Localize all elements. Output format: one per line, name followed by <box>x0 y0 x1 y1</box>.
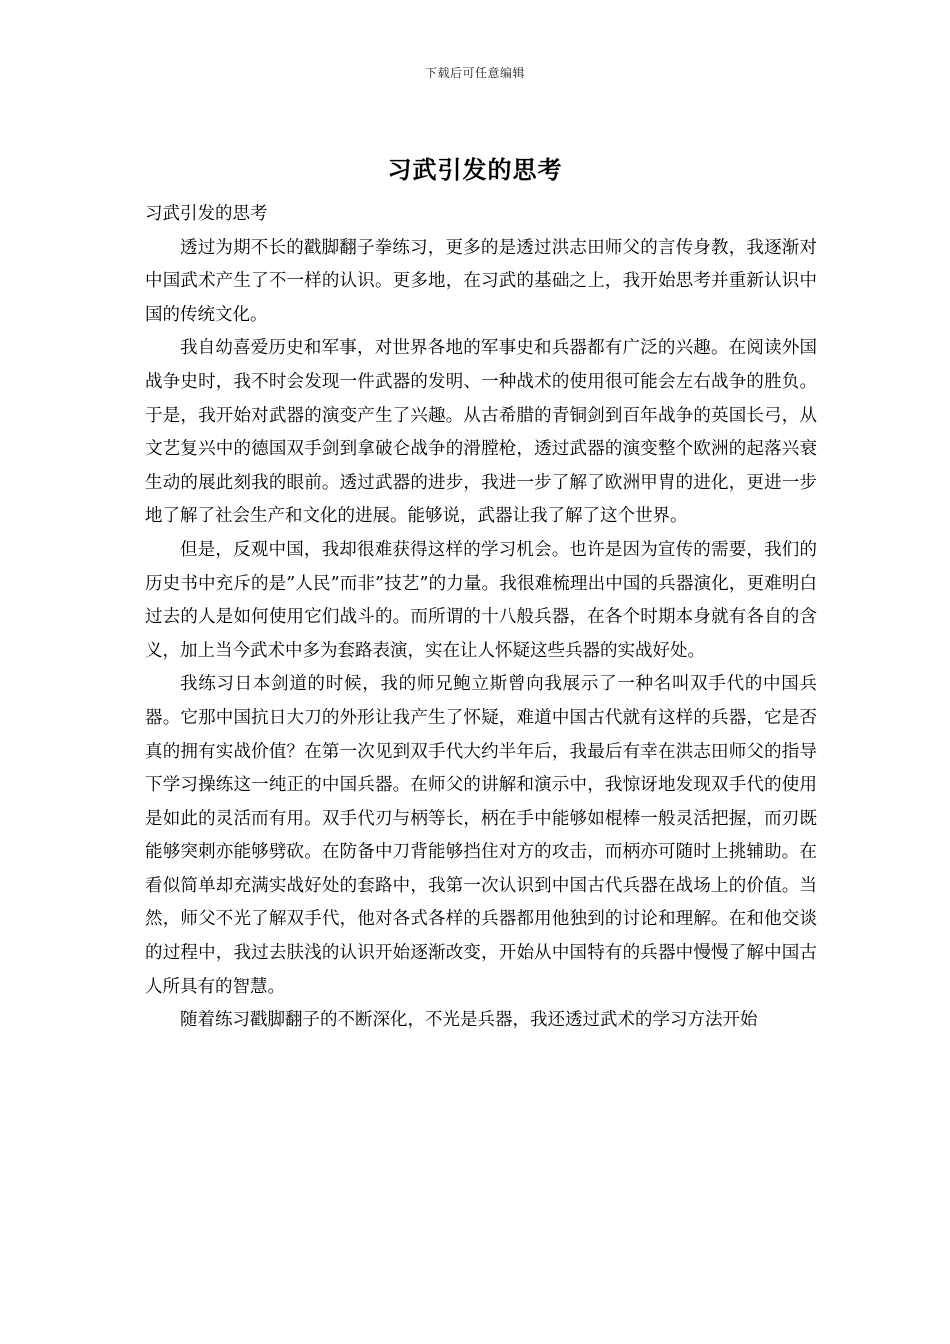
paragraph: 我自幼喜爱历史和军事，对世界各地的军事史和兵器都有广泛的兴趣。在阅读外国战争史时，我不时会发现一件武器的发明、一种战术的使用很可能会左右战争的胜负。于是，我开始对武器的演变产生了兴趣。从古希腊的青铜剑到百年战争的英国长弓，从文艺复兴中的德国双手剑到拿破仑战争的滑膛枪，透过武器的演变整个欧洲的起落兴衰生动的展此刻我的眼前。透过武器的进步，我进一步了解了欧洲甲胄的进化，更进一步地了解了社会生产和文化的进展。能够说，武器让我了解了这个世界。 <box>145 338 817 527</box>
paragraph: 我练习日本剑道的时候，我的师兄鲍立斯曾向我展示了一种名叫双手代的中国兵器。它那中国抗日大刀的外形让我产生了怀疑，难道中国古代就有这样的兵器，它是否真的拥有实战价值？在第一次见到双手代大约半年后，我最后有幸在洪志田师父的指导下学习操练这一纯正的中国兵器。在师父的讲解和演示中，我惊讶地发现双手代的使用是如此的灵活而有用。双手代刃与柄等长，柄在手中能够如棍棒一般灵活把握，而刃既能够突刺亦能够劈砍。在防备中刀背能够挡住对方的攻击，而柄亦可随时上挑辅助。在看似简单却充满实战好处的套路中，我第一次认识到中国古代兵器在战场上的价值。当然，师父不光了解双手代，他对各式各样的兵器都用他独到的讨论和理解。在和他交谈的过程中，我过去肤浅的认识开始逐渐改变，开始从中国特有的兵器中慢慢了解中国古人所具有的智慧。 <box>145 674 817 997</box>
document-title: 习武引发的思考 <box>387 155 563 184</box>
document-body <box>145 198 817 1038</box>
document-subtitle: 习武引发的思考 <box>145 204 268 224</box>
header-note: 下载后可任意编辑 <box>424 66 525 80</box>
paragraph: 随着练习戳脚翻子的不断深化，不光是兵器，我还透过武术的学习方法开始 <box>180 1010 758 1031</box>
paragraph: 但是，反观中国，我却很难获得这样的学习机会。也许是因为宣传的需要，我们的历史书中充斥的是”人民”而非”技艺”的力量。我很难梳理出中国的兵器演化，更难明白过去的人是如何使用它们战斗的。而所谓的十八般兵器，在各个时期本身就有各自的含义，加上当今武术中多为套路表演，实在让人怀疑这些兵器的实战好处。 <box>145 539 817 661</box>
paragraph: 透过为期不长的戳脚翻子拳练习，更多的是透过洪志田师父的言传身教，我逐渐对中国武术产生了不一样的认识。更多地，在习武的基础之上，我开始思考并重新认识中国的传统文化。 <box>145 237 817 325</box>
